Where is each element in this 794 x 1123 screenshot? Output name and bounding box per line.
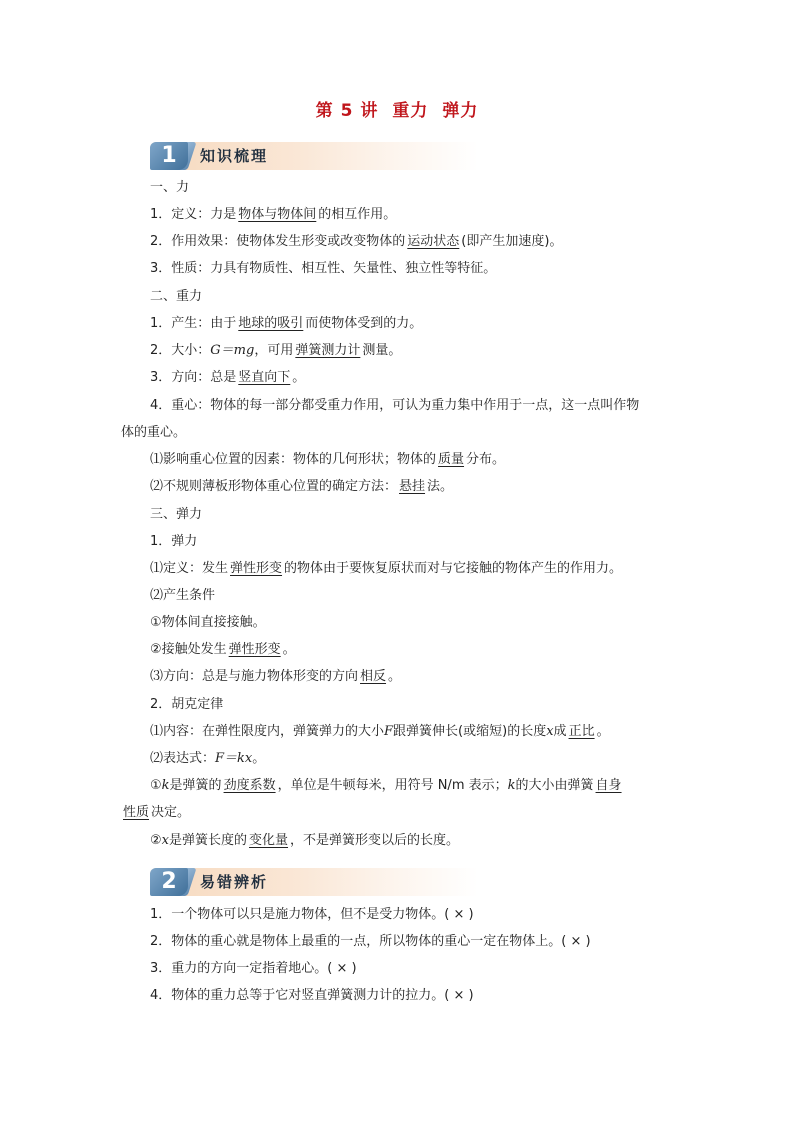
hooke-content: ⑴内容：在弹性限度内，弹簧弹力的大小F跟弹簧伸长(或缩短)的长度x成 正比 。: [150, 724, 610, 739]
elastic-direction: ⑶方向：总是与施力物体形变的方向 相反 。: [150, 669, 402, 684]
formula: G＝mg: [210, 343, 255, 358]
blank-answer: 悬挂: [399, 479, 426, 494]
section-number-badge: 2: [150, 868, 188, 896]
hooke-heading: 2．胡克定律: [150, 697, 224, 712]
error-item: 1．一个物体可以只是施力物体，但不是受力物体。( × ): [150, 907, 474, 922]
gravity-heading: 二、重力: [150, 289, 203, 304]
error-item: 2．物体的重心就是物体上最重的一点，所以物体的重心一定在物体上。( × ): [150, 934, 591, 949]
force-nature: 3．性质：力具有物质性、相互性、矢量性、独立性等特征。: [150, 261, 497, 276]
blank-answer: 正比: [568, 724, 595, 739]
page-title: [0, 96, 794, 121]
blank-answer: 弹簧测力计: [295, 343, 361, 358]
elastic-sub1: 1．弹力: [150, 534, 198, 549]
blank-answer: 质量: [438, 452, 465, 467]
error-item: 4．物体的重力总等于它对竖直弹簧测力计的拉力。( × ): [150, 988, 474, 1003]
gravity-direction: 3．方向：总是 竖直向下 。: [150, 370, 306, 385]
hooke-x: ②x是弹簧长度的 变化量 ，不是弹簧形变以后的长度。: [150, 833, 460, 848]
elastic-condition: ⑵产生条件: [150, 588, 216, 603]
gravity-cg-factor: ⑴影响重心位置的因素：物体的几何形状；物体的 质量 分布。: [150, 452, 506, 467]
hooke-expression: ⑵表达式：F＝kx。: [150, 751, 266, 766]
error-item: 3．重力的方向一定指着地心。( × ): [150, 961, 357, 976]
gravity-size: 2．大小：G＝mg，可用 弹簧测力计 测量。: [150, 343, 402, 358]
section-banner-knowledge: [150, 142, 478, 170]
force-effect: 2．作用效果：使物体发生形变或改变物体的 运动状态 (即产生加速度)。: [150, 234, 563, 249]
section-number-badge: 1: [150, 142, 188, 170]
blank-answer: 相反: [360, 669, 387, 684]
gravity-origin: 1．产生：由于 地球的吸引 而使物体受到的力。: [150, 316, 423, 331]
hooke-k-line1: ①k是弹簧的 劲度系数 ，单位是牛顿每米，用符号 N/m 表示；k的大小由弹簧 自身: [150, 778, 622, 793]
section-title: 易错辨析: [200, 873, 269, 891]
blank-answer: 弹性形变: [228, 642, 281, 657]
blank-answer: 运动状态: [407, 234, 460, 249]
elastic-condition-1: ①物体间直接接触。: [150, 615, 266, 630]
section-title: 知识梳理: [200, 147, 269, 165]
blank-answer: 弹性形变: [230, 561, 283, 576]
hooke-k-line2: 性质 决定。: [123, 805, 191, 820]
gravity-cg-line1: 4．重心：物体的每一部分都受重力作用，可认为重力集中作用于一点，这一点叫作物: [150, 398, 640, 413]
blank-answer: 自身: [595, 778, 622, 793]
formula: F＝kx: [215, 751, 253, 766]
gravity-cg-method: ⑵不规则薄板形物体重心位置的确定方法： 悬挂 法。: [150, 479, 454, 494]
gravity-cg-line2: 体的重心。: [121, 425, 187, 440]
elastic-definition: ⑴定义：发生 弹性形变 的物体由于要恢复原状而对与它接触的物体产生的作用力。: [150, 561, 623, 576]
title-topic-gravity: 重力: [392, 101, 429, 121]
section-banner-errors: [150, 868, 478, 896]
blank-answer: 劲度系数: [223, 778, 276, 793]
force-definition: 1．定义：力是 物体与物体间 的相互作用。: [150, 207, 397, 222]
title-topic-elastic: 弹力: [442, 101, 479, 121]
elastic-condition-2: ②接触处发生 弹性形变 。: [150, 642, 296, 657]
blank-answer: 竖直向下: [238, 370, 291, 385]
title-lecture-number: 第 5 讲: [315, 101, 379, 121]
blank-answer: 物体与物体间: [238, 207, 317, 222]
force-heading: 一、力: [150, 180, 190, 195]
blank-answer: 变化量: [249, 833, 289, 848]
elastic-heading: 三、弹力: [150, 507, 203, 522]
blank-answer: 性质: [123, 805, 150, 820]
blank-answer: 地球的吸引: [238, 316, 304, 331]
